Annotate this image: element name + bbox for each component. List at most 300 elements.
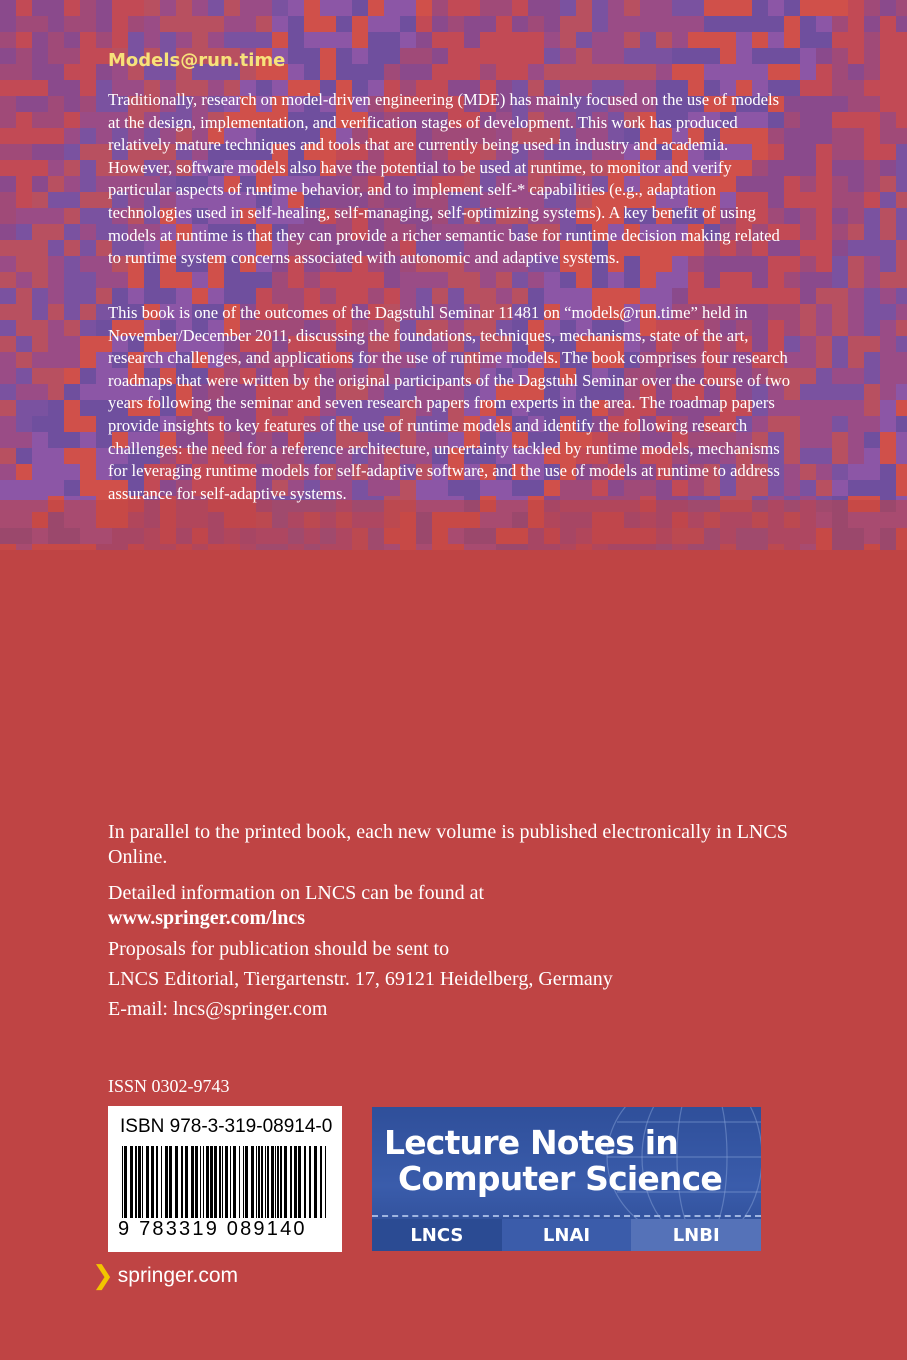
mosaic-tile: [848, 144, 864, 160]
springer-link[interactable]: [92, 1260, 238, 1291]
mosaic-tile: [560, 16, 576, 32]
mosaic-tile: [384, 48, 400, 64]
mosaic-tile: [800, 336, 816, 352]
mosaic-tile: [896, 240, 907, 256]
mosaic-tile: [864, 464, 880, 480]
barcode-bar: [265, 1146, 266, 1222]
mosaic-tile: [0, 48, 16, 64]
mosaic-tile: [16, 0, 32, 16]
mosaic-tile: [64, 224, 80, 240]
barcode-bar: [122, 1146, 123, 1222]
mosaic-tile: [288, 48, 304, 64]
mosaic-tile: [880, 416, 896, 432]
mosaic-tile: [80, 16, 96, 32]
mosaic-tile: [80, 320, 96, 336]
mosaic-tile: [48, 16, 64, 32]
mosaic-tile: [480, 32, 496, 48]
mosaic-tile: [64, 96, 80, 112]
mosaic-tile: [800, 80, 816, 96]
mosaic-tile: [336, 272, 352, 288]
mosaic-tile: [208, 32, 224, 48]
mosaic-tile: [832, 96, 848, 112]
mosaic-tile: [832, 304, 848, 320]
mosaic-tile: [0, 176, 16, 192]
mosaic-tile: [832, 208, 848, 224]
mosaic-tile: [288, 64, 304, 80]
mosaic-tile: [16, 416, 32, 432]
mosaic-tile: [32, 16, 48, 32]
mosaic-tile: [688, 48, 704, 64]
mosaic-tile: [544, 16, 560, 32]
mosaic-tile: [64, 112, 80, 128]
mosaic-tile: [800, 208, 816, 224]
mosaic-tile: [832, 32, 848, 48]
mosaic-tile: [560, 32, 576, 48]
mosaic-tile: [688, 64, 704, 80]
mosaic-tile: [880, 320, 896, 336]
barcode-bar: [325, 1146, 326, 1222]
barcode-bar: [146, 1146, 149, 1222]
mosaic-tile: [816, 256, 832, 272]
mosaic-tile: [16, 256, 32, 272]
mosaic-tile: [736, 272, 752, 288]
mosaic-tile: [832, 320, 848, 336]
barcode-bar: [261, 1146, 263, 1222]
mosaic-tile: [400, 272, 416, 288]
mosaic-tile: [560, 272, 576, 288]
mosaic-tile: [736, 48, 752, 64]
mosaic-tile: [192, 0, 208, 16]
mosaic-tile: [656, 64, 672, 80]
mosaic-tile: [864, 160, 880, 176]
mosaic-tile: [816, 144, 832, 160]
mosaic-tile: [592, 16, 608, 32]
mosaic-tile: [48, 400, 64, 416]
mosaic-tile: [352, 48, 368, 64]
mosaic-tile: [48, 128, 64, 144]
mosaic-tile: [512, 64, 528, 80]
mosaic-tile: [16, 480, 32, 496]
mosaic-tile: [16, 112, 32, 128]
mosaic-tile: [672, 272, 688, 288]
mosaic-tile: [416, 32, 432, 48]
mosaic-tile: [816, 448, 832, 464]
mosaic-tile: [32, 224, 48, 240]
mosaic-tile: [832, 272, 848, 288]
barcode-bar: [151, 1146, 154, 1222]
mosaic-tile: [816, 320, 832, 336]
mosaic-tile: [816, 128, 832, 144]
mosaic-tile: [0, 128, 16, 144]
mosaic-tile: [800, 256, 816, 272]
mosaic-tile: [400, 48, 416, 64]
barcode-bar: [203, 1146, 204, 1222]
barcode-bar: [275, 1146, 276, 1222]
mosaic-tile: [32, 320, 48, 336]
mosaic-tile: [48, 144, 64, 160]
mosaic-tile: [176, 32, 192, 48]
mosaic-tile: [896, 432, 907, 448]
mosaic-tile: [16, 80, 32, 96]
mosaic-tile: [352, 64, 368, 80]
mosaic-tile: [416, 0, 432, 16]
mosaic-tile: [0, 368, 16, 384]
mosaic-tile: [800, 96, 816, 112]
mosaic-tile: [576, 0, 592, 16]
mosaic-tile: [816, 288, 832, 304]
barcode-bar: [200, 1146, 201, 1222]
mosaic-tile: [736, 16, 752, 32]
mosaic-tile: [880, 400, 896, 416]
mosaic-tile: [784, 16, 800, 32]
mosaic-tile: [592, 64, 608, 80]
mosaic-tile: [0, 480, 16, 496]
mosaic-tile: [880, 96, 896, 112]
barcode-bar: [156, 1146, 158, 1222]
mosaic-tile: [880, 160, 896, 176]
mosaic-tile: [352, 16, 368, 32]
mosaic-tile: [448, 16, 464, 32]
mosaic-tile: [752, 16, 768, 32]
mosaic-tile: [576, 272, 592, 288]
mosaic-tile: [800, 464, 816, 480]
mosaic-tile: [16, 32, 32, 48]
mosaic-tile: [320, 48, 336, 64]
mosaic-tile: [48, 320, 64, 336]
mosaic-tile: [752, 0, 768, 16]
mosaic-tile: [48, 224, 64, 240]
mosaic-tile: [64, 384, 80, 400]
mosaic-tile: [0, 432, 16, 448]
mosaic-tile: [64, 208, 80, 224]
mosaic-tile: [784, 48, 800, 64]
barcode-bar: [124, 1146, 127, 1222]
mosaic-tile: [608, 0, 624, 16]
mosaic-tile: [64, 352, 80, 368]
barcode-bar: [225, 1146, 228, 1222]
mosaic-tile: [336, 64, 352, 80]
mosaic-tile: [576, 64, 592, 80]
mosaic-tile: [32, 80, 48, 96]
mosaic-tile: [0, 384, 16, 400]
barcode-bar: [222, 1146, 223, 1222]
mosaic-tile: [896, 16, 907, 32]
mosaic-tile: [256, 16, 272, 32]
mosaic-tile: [224, 272, 240, 288]
mosaic-tile: [720, 272, 736, 288]
mosaic-tile: [16, 144, 32, 160]
mosaic-tile: [624, 64, 640, 80]
mosaic-tile: [496, 0, 512, 16]
mosaic-tile: [832, 416, 848, 432]
mosaic-tile: [80, 240, 96, 256]
mosaic-tile: [304, 272, 320, 288]
mosaic-tile: [0, 160, 16, 176]
mosaic-tile: [80, 448, 96, 464]
mosaic-tile: [32, 416, 48, 432]
barcode-bar: [175, 1146, 178, 1222]
mosaic-tile: [848, 320, 864, 336]
mosaic-tile: [832, 80, 848, 96]
mosaic-tile: [864, 368, 880, 384]
mosaic-tile: [832, 352, 848, 368]
mosaic-tile: [864, 448, 880, 464]
lncs-url-link[interactable]: www.springer.com/lncs: [108, 907, 306, 929]
mosaic-tile: [80, 160, 96, 176]
barcode-bar: [309, 1146, 311, 1222]
mosaic-tile: [400, 16, 416, 32]
mosaic-tile: [832, 240, 848, 256]
mosaic-tile: [800, 368, 816, 384]
mosaic-tile: [160, 16, 176, 32]
mosaic-tile: [640, 16, 656, 32]
mosaic-tile: [720, 16, 736, 32]
mosaic-tile: [800, 288, 816, 304]
mosaic-tile: [256, 0, 272, 16]
mosaic-tile: [0, 256, 16, 272]
mosaic-tile: [368, 32, 384, 48]
mosaic-tile: [48, 272, 64, 288]
mosaic-tile: [832, 288, 848, 304]
mosaic-tile: [848, 48, 864, 64]
mosaic-tile: [304, 0, 320, 16]
mosaic-tile: [816, 192, 832, 208]
mosaic-tile: [80, 272, 96, 288]
barcode-bar: [256, 1146, 257, 1222]
issn-number: ISSN 0302-9743: [108, 1076, 230, 1096]
mosaic-tile: [832, 400, 848, 416]
mosaic-tile: [800, 144, 816, 160]
mosaic-tile: [448, 64, 464, 80]
mosaic-tile: [752, 64, 768, 80]
mosaic-tile: [736, 64, 752, 80]
mosaic-tile: [112, 272, 128, 288]
mosaic-tile: [0, 448, 16, 464]
mosaic-tile: [16, 16, 32, 32]
mosaic-tile: [48, 352, 64, 368]
mosaic-tile: [832, 224, 848, 240]
mosaic-tile: [800, 224, 816, 240]
mosaic-tile: [496, 272, 512, 288]
mosaic-tile: [0, 192, 16, 208]
mosaic-tile: [896, 480, 907, 496]
mosaic-tile: [896, 272, 907, 288]
mosaic-tile: [800, 400, 816, 416]
mosaic-tile: [272, 0, 288, 16]
mosaic-tile: [80, 112, 96, 128]
mosaic-tile: [16, 128, 32, 144]
mosaic-tile: [272, 272, 288, 288]
mosaic-tile: [144, 0, 160, 16]
mosaic-tile: [352, 32, 368, 48]
book-title: Models@run.time: [108, 50, 286, 71]
mosaic-tile: [752, 272, 768, 288]
mosaic-tile: [880, 432, 896, 448]
barcode-bar: [271, 1146, 274, 1222]
mosaic-tile: [16, 160, 32, 176]
mosaic-tile: [800, 384, 816, 400]
mosaic-tile: [64, 144, 80, 160]
mosaic-tile: [816, 96, 832, 112]
barcode-bar: [185, 1146, 188, 1222]
mosaic-tile: [32, 112, 48, 128]
mosaic-tile: [848, 32, 864, 48]
mosaic-tile: [800, 112, 816, 128]
mosaic-tile: [864, 272, 880, 288]
mosaic-tile: [304, 48, 320, 64]
mosaic-tile: [528, 0, 544, 16]
mosaic-tile: [592, 32, 608, 48]
mosaic-tile: [16, 208, 32, 224]
editorial-email[interactable]: E-mail: lncs@springer.com: [108, 998, 328, 1020]
mosaic-tile: [544, 32, 560, 48]
mosaic-tile: [880, 144, 896, 160]
mosaic-tile: [848, 64, 864, 80]
mosaic-tile: [48, 464, 64, 480]
mosaic-tile: [848, 224, 864, 240]
mosaic-tile: [848, 352, 864, 368]
mosaic-tile: [448, 0, 464, 16]
mosaic-tile: [176, 16, 192, 32]
mosaic-tile: [64, 32, 80, 48]
mosaic-tile: [832, 176, 848, 192]
mosaic-tile: [880, 384, 896, 400]
mosaic-tile: [16, 240, 32, 256]
mosaic-tile: [240, 16, 256, 32]
mosaic-tile: [400, 32, 416, 48]
mosaic-tile: [800, 48, 816, 64]
mosaic-tile: [896, 448, 907, 464]
mosaic-tile: [656, 0, 672, 16]
barcode-bar: [138, 1146, 141, 1222]
mosaic-tile: [32, 368, 48, 384]
mosaic-tile: [384, 272, 400, 288]
mosaic-tile: [0, 304, 16, 320]
mosaic-tile: [480, 48, 496, 64]
mosaic-tile: [896, 224, 907, 240]
mosaic-tile: [368, 64, 384, 80]
barcode-bar: [258, 1146, 260, 1222]
mosaic-tile: [528, 16, 544, 32]
mosaic-tile: [896, 304, 907, 320]
mosaic-tile: [864, 192, 880, 208]
mosaic-tile: [848, 128, 864, 144]
mosaic-tile: [848, 480, 864, 496]
mosaic-tile: [32, 304, 48, 320]
mosaic-tile: [848, 96, 864, 112]
mosaic-tile: [80, 480, 96, 496]
mosaic-tile: [832, 256, 848, 272]
mosaic-tile: [272, 32, 288, 48]
mosaic-tile: [48, 112, 64, 128]
mosaic-tile: [80, 432, 96, 448]
mosaic-tile: [16, 368, 32, 384]
mosaic-tile: [768, 272, 784, 288]
mosaic-tile: [896, 128, 907, 144]
mosaic-tile: [704, 64, 720, 80]
mosaic-tile: [240, 32, 256, 48]
mosaic-tile: [160, 32, 176, 48]
mosaic-tile: [800, 304, 816, 320]
mosaic-tile: [736, 0, 752, 16]
mosaic-tile: [32, 256, 48, 272]
mosaic-tile: [48, 80, 64, 96]
mosaic-tile: [672, 16, 688, 32]
mosaic-tile: [368, 0, 384, 16]
mosaic-tile: [336, 0, 352, 16]
mosaic-tile: [64, 256, 80, 272]
mosaic-fade: [0, 500, 907, 550]
mosaic-tile: [816, 240, 832, 256]
mosaic-tile: [272, 16, 288, 32]
mosaic-tile: [848, 256, 864, 272]
mosaic-tile: [576, 32, 592, 48]
mosaic-tile: [32, 144, 48, 160]
mosaic-tile: [832, 128, 848, 144]
mosaic-tile: [32, 96, 48, 112]
mosaic-tile: [896, 160, 907, 176]
parallel-publication-note: In parallel to the printed book, each new volume is published electronically in LNCS Online.: [108, 821, 788, 868]
mosaic-tile: [768, 64, 784, 80]
mosaic-tile: [80, 256, 96, 272]
mosaic-tile: [896, 144, 907, 160]
mosaic-tile: [0, 208, 16, 224]
mosaic-tile: [80, 208, 96, 224]
mosaic-tile: [16, 272, 32, 288]
barcode-bar: [191, 1146, 194, 1222]
mosaic-tile: [672, 48, 688, 64]
mosaic-tile: [80, 464, 96, 480]
barcode-icon: [118, 1146, 332, 1222]
mosaic-tile: [368, 16, 384, 32]
mosaic-tile: [816, 464, 832, 480]
mosaic-tile: [48, 256, 64, 272]
mosaic-tile: [576, 16, 592, 32]
series-title-line-1: Lecture Notes in: [384, 1123, 678, 1162]
barcode-bar: [142, 1146, 143, 1222]
mosaic-tile: [848, 112, 864, 128]
mosaic-tile: [864, 240, 880, 256]
mosaic-tile: [624, 32, 640, 48]
mosaic-tile: [848, 448, 864, 464]
mosaic-tile: [832, 48, 848, 64]
mosaic-tile: [848, 80, 864, 96]
mosaic-tile: [880, 464, 896, 480]
mosaic-tile: [192, 16, 208, 32]
mosaic-tile: [464, 64, 480, 80]
mosaic-tile: [784, 64, 800, 80]
mosaic-tile: [32, 192, 48, 208]
mosaic-tile: [80, 0, 96, 16]
mosaic-tile: [832, 144, 848, 160]
barcode-bar: [284, 1146, 287, 1222]
mosaic-tile: [880, 176, 896, 192]
mosaic-tile: [640, 64, 656, 80]
mosaic-tile: [864, 480, 880, 496]
mosaic-tile: [896, 32, 907, 48]
mosaic-tile: [640, 0, 656, 16]
mosaic-tile: [48, 64, 64, 80]
mosaic-tile: [64, 336, 80, 352]
mosaic-tile: [608, 32, 624, 48]
mosaic-tile: [48, 192, 64, 208]
mosaic-tile: [64, 368, 80, 384]
mosaic-tile: [0, 224, 16, 240]
mosaic-tile: [64, 304, 80, 320]
mosaic-tile: [16, 288, 32, 304]
mosaic-tile: [896, 112, 907, 128]
mosaic-tile: [48, 96, 64, 112]
